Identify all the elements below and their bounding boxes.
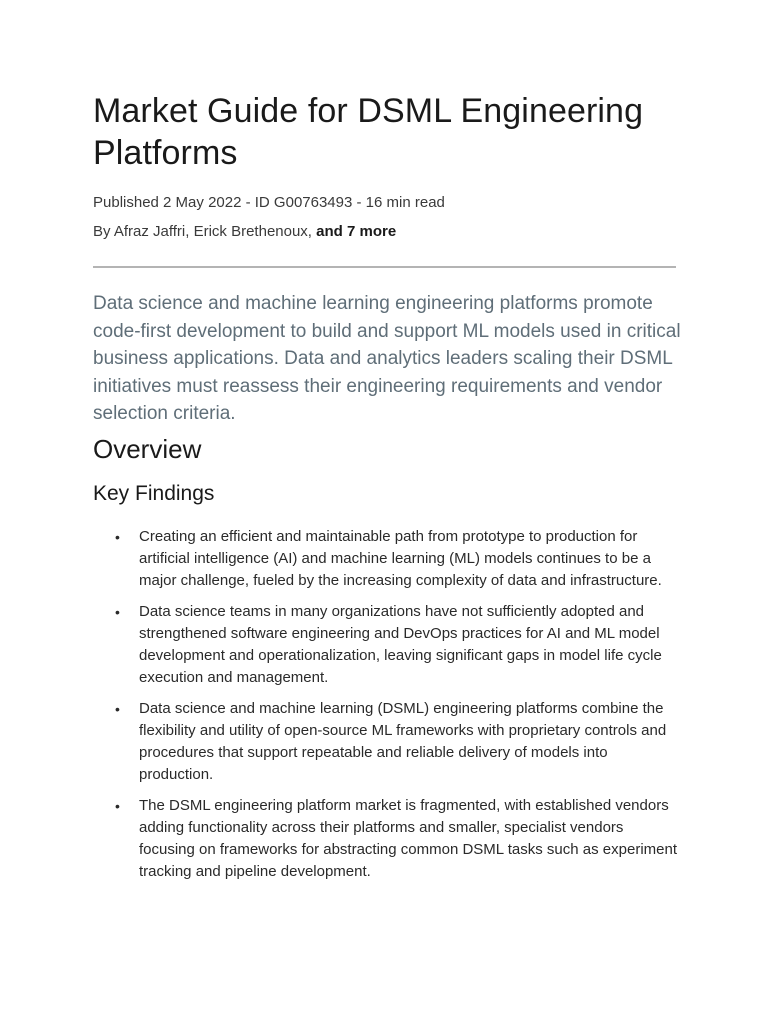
key-findings-list [93,526,676,892]
bullet-icon: • [115,798,120,814]
finding-text: Creating an efficient and maintainable path from prototype to production for artificial intelligence (AI) and machine learning (ML) models continues to be a major challenge, fueled by the increasing complexity of data and infrastructure. [139,528,662,589]
page-title: Market Guide for DSML Engineering Platforms [93,92,644,172]
finding-text: Data science teams in many organizations have not sufficiently adopted and strengthened software engineering and DevOps practices for AI and ML model development and operationalization, leaving significant gaps in model life cycle execution and management. [139,603,662,686]
bullet-icon: • [115,604,120,620]
list-item [93,601,676,689]
bullet-icon: • [115,529,120,545]
list-item [93,526,676,592]
list-item [93,698,676,786]
list-item [93,795,676,883]
finding-text: The DSML engineering platform market is fragmented, with established vendors adding functionality across their platforms and smaller, specialist vendors focusing on frameworks for abstracting common DSML tasks such as experiment tracking and pipeline development. [139,797,677,880]
key-findings-heading: Key Findings [93,482,215,505]
overview-heading: Overview [93,434,202,464]
summary-paragraph: Data science and machine learning engineering platforms promote code-first development to build and support ML models used in critical business applications. Data and analytics leaders scaling their DSML initiatives must reassess their engineering requirements and vendor selection criteria. [93,293,681,424]
more-authors-link[interactable]: and 7 more [316,223,397,240]
finding-text: Data science and machine learning (DSML) engineering platforms combine the flexibility and utility of open-source ML frameworks with proprietary controls and procedures that support repeatable and reliable delivery of models into production. [139,700,667,783]
author-line [93,223,396,241]
header-divider [93,266,676,268]
author-names: By Afraz Jaffri, Erick Brethenoux, [93,223,317,240]
bullet-icon: • [115,701,120,717]
publication-meta: Published 2 May 2022 - ID G00763493 - 16 min read [93,194,445,211]
